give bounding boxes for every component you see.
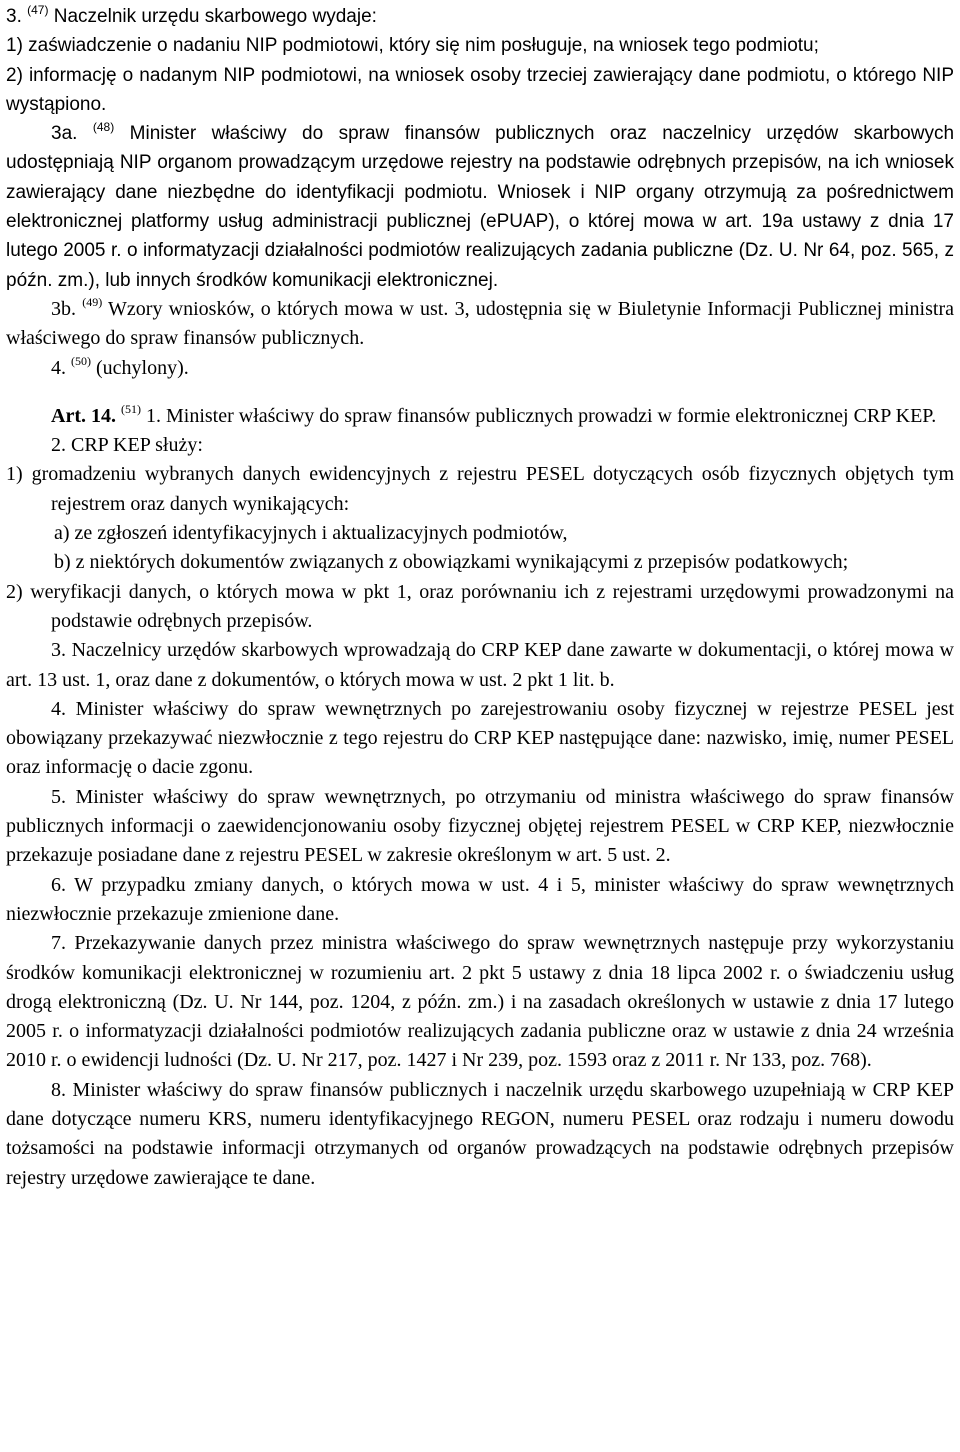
- para-3: 3. $^{(47)}$ Naczelnik urzędu skarbowego wydaje:: [6, 2, 377, 27]
- art-14-ust-2: 2. CRP KEP służy:: [51, 434, 203, 457]
- para-3-item-2: 2) informację o nadanym NIP podmiotowi, na wniosek osoby trzeciej zawierający dane podmiotu, o którego NIP wystąpiono.: [6, 64, 954, 115]
- para-3-item-1: 1) zaświadczenie o nadaniu NIP podmiotowi, który się nim posługuje, na wniosek tego podmiotu;: [6, 35, 819, 57]
- art-14-ust-7: 7. Przekazywanie danych przez ministra właściwego do spraw wewnętrznych następuje przy wykorzystaniu środków komunikacji elektronicznej w rozumieniu art. 2 pkt 5 ustawy z dnia 18 lipca 2002 r. o świadczeniu usług drogą elektroniczną (Dz. U. Nr 144, poz. 1204, z późn. zm.) i na zasadach określonych w ustawie z dnia 17 lutego 2005 r. o informatyzacji działalności podmiotów realizujących zadania publiczne oraz w ustawie z dnia 24 września 2010 r. o ewidencji ludności (Dz. U. Nr 217, poz. 1427 i Nr 239, poz. 1593 oraz z 2011 r. Nr 133, poz. 768).: [6, 932, 954, 1072]
- art-14-ust-2-pkt-1-lit-a: a) ze zgłoszeń identyfikacyjnych i aktualizacyjnych podmiotów,: [54, 522, 568, 545]
- para-3a: 3a. $^{(48)}$ Minister właściwy do spraw finansów publicznych oraz naczelnicy urzędów skarbowych udostępniają NIP organom prowadzącym urzędowe rejestry na podstawie odrębnych przepisów, na ich wniosek zawierający dane niezbędne do identyfikacji podmiotu. Wniosek i NIP organy otrzymują za pośrednictwem elektronicznej platformy usług administracji publicznej (ePUAP), o której mowa w art. 19a ustawy z dnia 17 lutego 2005 r. o informatyzacji działalności podmiotów realizujących zadania publiczne (Dz. U. Nr 64, poz. 565, z późn. zm.), lub innych środków komunikacji elektronicznej.: [6, 119, 955, 291]
- art-14-ust-2-pkt-1-lit-b: b) z niektórych dokumentów związanych z obowiązkami wynikającymi z przepisów podatkowych;: [54, 551, 849, 574]
- article-14-heading: Art. 14. $^{(51)}$ 1. Minister właściwy do spraw finansów publicznych prowadzi w formie elektronicznej CRP KEP.: [51, 402, 937, 427]
- para-3b: 3b. $^{(49)}$ Wzory wniosków, o których mowa w ust. 3, udostępnia się w Biuletynie Informacji Publicznej ministra właściwego do spraw finansów publicznych.: [6, 295, 954, 350]
- art-14-ust-6: 6. W przypadku zmiany danych, o których mowa w ust. 4 i 5, minister właściwy do spraw wewnętrznych niezwłocznie przekazuje zmienione dane.: [6, 873, 954, 925]
- art-14-ust-8: 8. Minister właściwy do spraw finansów publicznych i naczelnik urzędu skarbowego uzupełniają w CRP KEP dane dotyczące numeru KRS, numeru identyfikacyjnego REGON, numeru PESEL oraz rodzaju i numeru dowodu tożsamości na podstawie informacji otrzymanych od organów prowadzących na podstawie odrębnych przepisów rejestry urzędowe zawierające te dane.: [6, 1078, 954, 1189]
- para-4: 4. $^{(50)}$ (uchylony).: [51, 353, 189, 379]
- art-14-ust-4: 4. Minister właściwy do spraw wewnętrznych po zarejestrowaniu osoby fizycznej w rejestrze PESEL jest obowiązany przekazywać niezwłocznie z tego rejestru do CRP KEP następujące dane: nazwisko, imię, numer PESEL oraz informację o dacie zgonu.: [6, 697, 954, 779]
- art-14-ust-2-pkt-2: 2) weryfikacji danych, o których mowa w pkt 1, oraz porównaniu ich z rejestrami urzędowymi prowadzonymi na podstawie odrębnych przepisów.: [6, 580, 954, 632]
- art-14-ust-3: 3. Naczelnicy urzędów skarbowych wprowadzają do CRP KEP dane zawarte w dokumentacji, o której mowa w art. 13 ust. 1, oraz dane z dokumentów, o których mowa w ust. 2 pkt 1 lit. b.: [6, 639, 954, 691]
- article-label: Art. 14.: [51, 404, 116, 427]
- art-14-ust-2-pkt-1: 1) gromadzeniu wybranych danych ewidencyjnych z rejestru PESEL dotyczących osób fizycznych objętych tym rejestrem oraz danych wynikających:: [6, 463, 954, 515]
- art-14-ust-5: 5. Minister właściwy do spraw wewnętrznych, po otrzymaniu od ministra właściwego do spraw finansów publicznych informacji o zaewidencjonowaniu osoby fizycznej objętej rejestrem PESEL w CRP KEP, niezwłocznie przekazuje posiadane dane z rejestru PESEL w zakresie określonym w art. 5 ust. 2.: [6, 785, 954, 867]
